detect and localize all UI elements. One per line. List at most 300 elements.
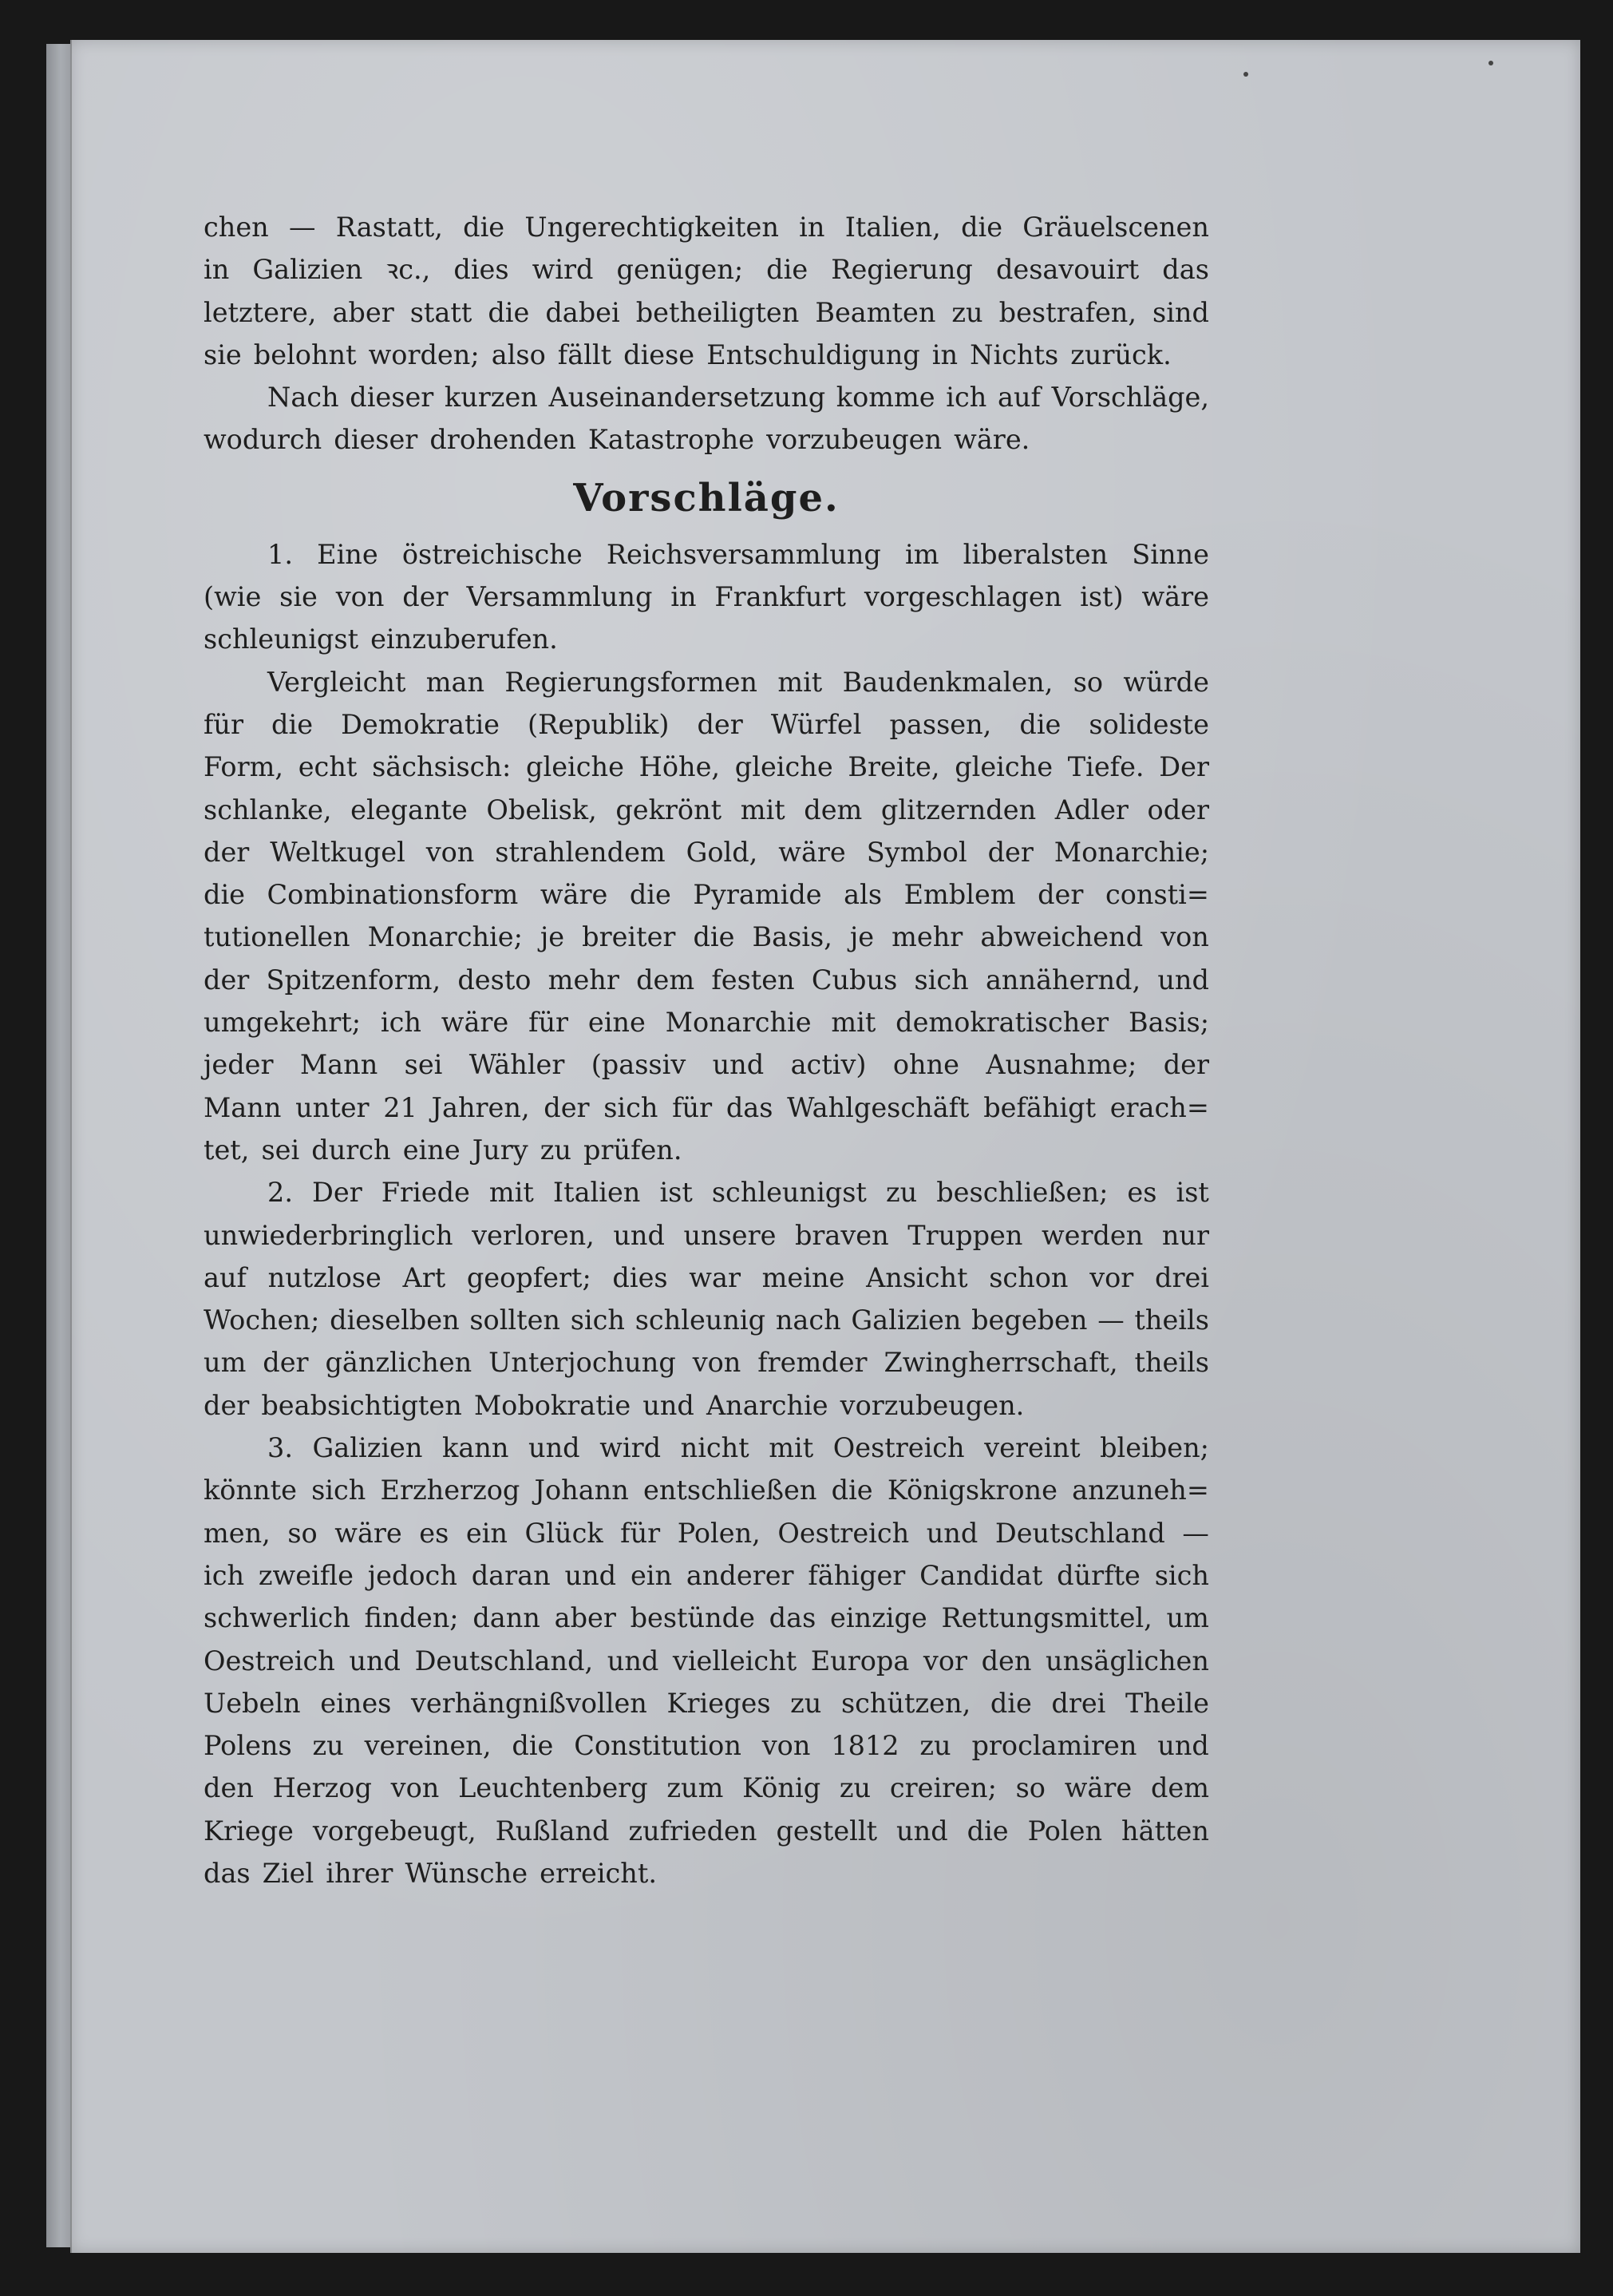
word: komme [836, 382, 935, 414]
word: mit [777, 666, 823, 698]
word: anzuneh= [1072, 1475, 1209, 1506]
text-line [204, 1640, 1209, 1682]
word: umgekehrt; [204, 1007, 362, 1039]
word: Uebeln [204, 1687, 301, 1719]
word: wird [532, 254, 594, 286]
text-line [204, 1810, 1209, 1852]
document-text [204, 206, 1209, 1894]
word: Monarchie; [367, 921, 523, 953]
word: kann [442, 1432, 509, 1464]
word: Rastatt, [335, 212, 443, 243]
word: dann [472, 1602, 540, 1634]
word: der [1038, 879, 1084, 911]
word: der [204, 964, 250, 996]
proposal-3-paragraph [204, 1427, 1209, 1894]
word: befähigt [983, 1091, 1097, 1123]
word: genügen; [616, 254, 744, 286]
word: dies [612, 1261, 668, 1293]
word: Beamten [815, 296, 936, 328]
word: dem [1150, 1772, 1209, 1804]
word: wäre [441, 1007, 509, 1039]
word: braven [794, 1219, 889, 1251]
word: ein [630, 1559, 673, 1591]
word: zu [839, 1772, 872, 1804]
word: einzige [830, 1602, 927, 1634]
word: Gold, [686, 836, 758, 868]
word: zu [919, 1730, 951, 1762]
word: ich [946, 382, 987, 414]
text-line [204, 959, 1209, 1001]
word: und [349, 1645, 401, 1676]
word: solideste [1089, 708, 1209, 740]
text-line [204, 618, 1209, 660]
word: sich [570, 1304, 625, 1336]
word: nutzlose [267, 1261, 382, 1293]
word: theils [1134, 1304, 1209, 1336]
word: Eine [317, 538, 378, 570]
word: theils [1134, 1347, 1209, 1379]
word: Wähler [468, 1049, 565, 1081]
word: wäre [334, 1517, 402, 1549]
word: Entschuldigung [706, 338, 920, 370]
word: unter [295, 1091, 370, 1123]
word: Regierungsformen [504, 666, 758, 698]
word: ist [1176, 1177, 1209, 1209]
text-line [204, 334, 1209, 376]
word: dürfte [1057, 1559, 1141, 1591]
word: das [1162, 254, 1209, 286]
word: König [742, 1772, 821, 1804]
word: sich [1154, 1559, 1209, 1591]
word: schwerlich [204, 1602, 350, 1634]
word: die [512, 1730, 554, 1762]
word: vorgeschlagen [864, 581, 1062, 613]
paper-speck [1488, 61, 1493, 65]
word: den [981, 1645, 1032, 1676]
word: hätten [1121, 1815, 1209, 1847]
word: chen [204, 212, 269, 243]
word: Mobokratie [473, 1389, 631, 1421]
word: entschließen [643, 1475, 817, 1506]
word: tet, [204, 1134, 250, 1166]
word: Symbol [866, 836, 967, 868]
word: zufrieden [628, 1815, 757, 1847]
word: Polen [1027, 1815, 1103, 1847]
word: Emblem [903, 879, 1016, 911]
word: die [271, 708, 314, 740]
word: zweifle [258, 1559, 354, 1591]
word: echt [298, 751, 358, 783]
word: Königskrone [887, 1475, 1058, 1506]
word: Ziel [262, 1857, 314, 1889]
word: zu [885, 1177, 918, 1209]
word: dies [453, 254, 509, 286]
word: Jahren, [431, 1091, 530, 1123]
text-line [204, 1129, 1209, 1171]
word: dieselben [330, 1304, 460, 1336]
word: Italien, [844, 212, 941, 243]
text-line [204, 661, 1209, 703]
word: so [1015, 1772, 1046, 1804]
word: Breite, [848, 751, 940, 783]
word: mehr [891, 921, 963, 953]
word: statt [409, 296, 472, 328]
word: schon [989, 1261, 1069, 1293]
word: vielleicht [672, 1645, 797, 1676]
word: strahlendem [495, 836, 666, 868]
word: ich [380, 1007, 421, 1039]
word: wodurch [204, 424, 322, 456]
word: Krieges [666, 1687, 771, 1719]
text-line [204, 576, 1209, 618]
word: breiter [582, 921, 676, 953]
word: würde [1123, 666, 1209, 698]
word: 1. [267, 538, 293, 570]
text-line [204, 789, 1209, 831]
word: Rettungsmittel, [941, 1602, 1152, 1634]
word: vorzubeugen [766, 424, 943, 456]
text-line [204, 1043, 1209, 1086]
word: der [204, 1389, 250, 1421]
text-line [204, 1427, 1209, 1469]
word: und [528, 1432, 580, 1464]
word: war [689, 1261, 741, 1293]
word: eine [587, 1007, 646, 1039]
word: und [642, 1389, 694, 1421]
text-line [204, 1214, 1209, 1257]
word: Truppen [907, 1219, 1023, 1251]
word: von [425, 836, 475, 868]
word: bleiben; [1100, 1432, 1209, 1464]
word: Ansicht [866, 1261, 968, 1293]
word: demokratischer [895, 1007, 1109, 1039]
intro-paragraph [204, 206, 1209, 376]
word: vor [1089, 1261, 1134, 1293]
word: ein [465, 1517, 508, 1549]
word: auf [997, 382, 1041, 414]
word: Basis, [752, 921, 832, 953]
word: Regierung [831, 254, 973, 286]
word: Sinne [1132, 538, 1209, 570]
word: wäre. [954, 424, 1030, 456]
word: dieser [350, 382, 434, 414]
word: also [491, 338, 546, 370]
word: geopfert; [466, 1261, 591, 1293]
word: activ) [790, 1049, 867, 1081]
monarchy-paragraph [204, 661, 1209, 1172]
text-line [204, 746, 1209, 788]
word: für [672, 1091, 713, 1123]
word: nur [1161, 1219, 1209, 1251]
word: jedoch [367, 1559, 457, 1591]
word: Rußland [495, 1815, 610, 1847]
text-line [204, 916, 1209, 958]
word: nicht [680, 1432, 749, 1464]
word: (wie [204, 581, 262, 613]
text-line [204, 1001, 1209, 1043]
word: — [1097, 1304, 1125, 1336]
word: mit [740, 794, 785, 825]
word: (Republik) [528, 708, 670, 740]
word: schleunigst [204, 623, 359, 655]
word: Der [312, 1177, 362, 1209]
word: sollten [469, 1304, 561, 1336]
word: zu [540, 1134, 571, 1166]
proposal-2-paragraph [204, 1171, 1209, 1427]
word: die [990, 1687, 1032, 1719]
word: Versammlung [466, 581, 653, 613]
word: annähernd, [985, 964, 1141, 996]
word: vereinen, [364, 1730, 492, 1762]
word: eines [320, 1687, 392, 1719]
word: Der [1159, 751, 1209, 783]
word: Obelisk, [486, 794, 597, 825]
text-line [204, 1724, 1209, 1767]
word: und [1157, 964, 1209, 996]
word: und [926, 1517, 978, 1549]
text-line [204, 1852, 1209, 1894]
word: jeder [204, 1049, 274, 1081]
word: die [961, 212, 1003, 243]
word: Auseinandersetzung [548, 382, 826, 414]
word: so [1073, 666, 1104, 698]
word: schlanke, [204, 794, 332, 825]
word: glitzernden [880, 794, 1037, 825]
word: proclamiren [971, 1730, 1137, 1762]
word: Spitzenform, [266, 964, 441, 996]
word: man [425, 666, 485, 698]
text-line [204, 248, 1209, 291]
word: von [390, 1772, 440, 1804]
word: aber [554, 1602, 616, 1634]
word: in [204, 254, 230, 286]
text-line [204, 1554, 1209, 1597]
word: verloren, [472, 1219, 595, 1251]
word: Glück [524, 1517, 603, 1549]
paper-speck [1243, 72, 1248, 77]
word: ꝛc., [385, 254, 431, 286]
word: tutionellen [204, 921, 350, 953]
word: ist [659, 1177, 693, 1209]
word: fremder [757, 1347, 868, 1379]
word: diese [623, 338, 695, 370]
text-line [204, 1384, 1209, 1427]
word: Gräuelscenen [1022, 212, 1209, 243]
text-line [204, 376, 1209, 418]
word: Herzog [272, 1772, 372, 1804]
word: mit [488, 1177, 534, 1209]
word: erach= [1109, 1091, 1209, 1123]
word: die [693, 921, 735, 953]
word: es [1127, 1177, 1157, 1209]
word: um [1166, 1602, 1209, 1634]
word: beabsichtigten [261, 1389, 462, 1421]
word: sie [279, 581, 318, 613]
word: der [1163, 1049, 1209, 1081]
word: Oestreich [832, 1432, 965, 1464]
word: das [725, 1091, 773, 1123]
word: mit [769, 1432, 814, 1464]
word: Anarchie [706, 1389, 828, 1421]
word: fällt [557, 338, 612, 370]
word: Kriege [204, 1815, 294, 1847]
word: Frankfurt [714, 581, 846, 613]
word: drohenden [429, 424, 576, 456]
word: Combinationsform [267, 879, 519, 911]
word: in [931, 338, 959, 370]
word: bestrafen, [998, 296, 1137, 328]
word: betheiligten [635, 296, 800, 328]
word: zu [790, 1687, 822, 1719]
word: creiren; [889, 1772, 997, 1804]
text-line [204, 1512, 1209, 1554]
word: Deutschland [994, 1517, 1165, 1549]
word: schleunig [635, 1304, 766, 1336]
word: abweichend [980, 921, 1144, 953]
word: die [488, 296, 530, 328]
word: vereint [984, 1432, 1081, 1464]
word: mit [831, 1007, 876, 1039]
word: Jury [472, 1134, 528, 1166]
word: Pyramide [693, 879, 822, 911]
word: zum [666, 1772, 724, 1804]
word: und [613, 1219, 665, 1251]
word: Form, [204, 751, 284, 783]
word: Johann [534, 1475, 629, 1506]
text-line [204, 418, 1209, 461]
word: — [288, 212, 316, 243]
word: Würfel [770, 708, 862, 740]
word: Polen, [677, 1517, 761, 1549]
word: von [335, 581, 385, 613]
word: Deutschland, [414, 1645, 594, 1676]
word: unwiederbringlich [204, 1219, 453, 1251]
word: je [849, 921, 875, 953]
text-line [204, 1767, 1209, 1809]
word: der [697, 708, 743, 740]
word: desto [457, 964, 532, 996]
word: Wünsche [405, 1857, 528, 1889]
word: (passiv [591, 1049, 686, 1081]
word: den [204, 1772, 254, 1804]
word: die [831, 1475, 873, 1506]
word: dabei [545, 296, 620, 328]
word: Cubus [811, 964, 898, 996]
transition-paragraph [204, 376, 1209, 461]
word: ihrer [326, 1857, 393, 1889]
word: gleiche [955, 751, 1054, 783]
word: um [204, 1347, 247, 1379]
word: daran [471, 1559, 551, 1591]
word: die [629, 879, 671, 911]
word: und [564, 1559, 617, 1591]
word: von [761, 1730, 811, 1762]
word: Constitution [574, 1730, 741, 1762]
text-line [204, 703, 1209, 746]
word: wäre [540, 879, 608, 911]
word: Tiefe. [1067, 751, 1145, 783]
proposal-1-paragraph [204, 533, 1209, 661]
word: Monarchie; [1054, 836, 1209, 868]
word: sich [311, 1475, 366, 1506]
word: wäre [1141, 581, 1209, 613]
word: schützen, [840, 1687, 971, 1719]
word: fähiger [808, 1559, 906, 1591]
word: begeben [971, 1304, 1088, 1336]
word: mehr [548, 964, 619, 996]
word: dem [636, 964, 695, 996]
word: Vergleicht [267, 666, 406, 698]
word: die [204, 879, 245, 911]
word: worden; [368, 338, 480, 370]
word: je [540, 921, 565, 953]
text-line [204, 206, 1209, 248]
word: von [1160, 921, 1209, 953]
text-line [204, 1682, 1209, 1724]
word: die [463, 212, 505, 243]
word: desavouirt [995, 254, 1140, 286]
word: und [607, 1645, 659, 1676]
word: gleiche [526, 751, 624, 783]
word: Ungerechtigkeiten [524, 212, 779, 243]
word: Monarchie [665, 1007, 812, 1039]
word: wäre [778, 836, 846, 868]
word: dem [804, 794, 863, 825]
word: wäre [1064, 1772, 1133, 1804]
word: meine [761, 1261, 845, 1293]
word: und [712, 1049, 765, 1081]
word: Zwingherrschaft, [884, 1347, 1118, 1379]
page-fold-edge [70, 40, 72, 2253]
word: die [766, 254, 808, 286]
word: consti= [1105, 879, 1209, 911]
word: Europa [810, 1645, 910, 1676]
word: Mann [299, 1049, 378, 1081]
word: Demokratie [341, 708, 500, 740]
word: auf [204, 1261, 247, 1293]
word: in [670, 581, 697, 613]
word: in [799, 212, 825, 243]
word: ist) [1080, 581, 1124, 613]
word: Ausnahme; [986, 1049, 1137, 1081]
word: als [844, 879, 883, 911]
word: unsere [683, 1219, 777, 1251]
word: die [967, 1815, 1009, 1847]
word: das [769, 1602, 816, 1634]
word: dieser [334, 424, 418, 456]
word: zu [312, 1730, 344, 1762]
word: im [905, 538, 939, 570]
word: Oestreich [777, 1517, 910, 1549]
word: wird [599, 1432, 662, 1464]
word: sächsisch: [372, 751, 512, 783]
word: prüfen. [583, 1134, 682, 1166]
word: verhängnißvollen [410, 1687, 647, 1719]
word: sich [603, 1091, 658, 1123]
word: 2. [267, 1177, 293, 1209]
word: anderer [686, 1559, 794, 1591]
word: ohne [892, 1049, 959, 1081]
word: vorgebeugt, [312, 1815, 476, 1847]
word: durch [311, 1134, 391, 1166]
word: Adler [1054, 794, 1129, 825]
word: sind [1152, 296, 1209, 328]
text-line [204, 1171, 1209, 1213]
text-line [204, 291, 1209, 334]
word: Polens [204, 1730, 292, 1762]
word: der [987, 836, 1034, 868]
word: Mann [204, 1091, 282, 1123]
